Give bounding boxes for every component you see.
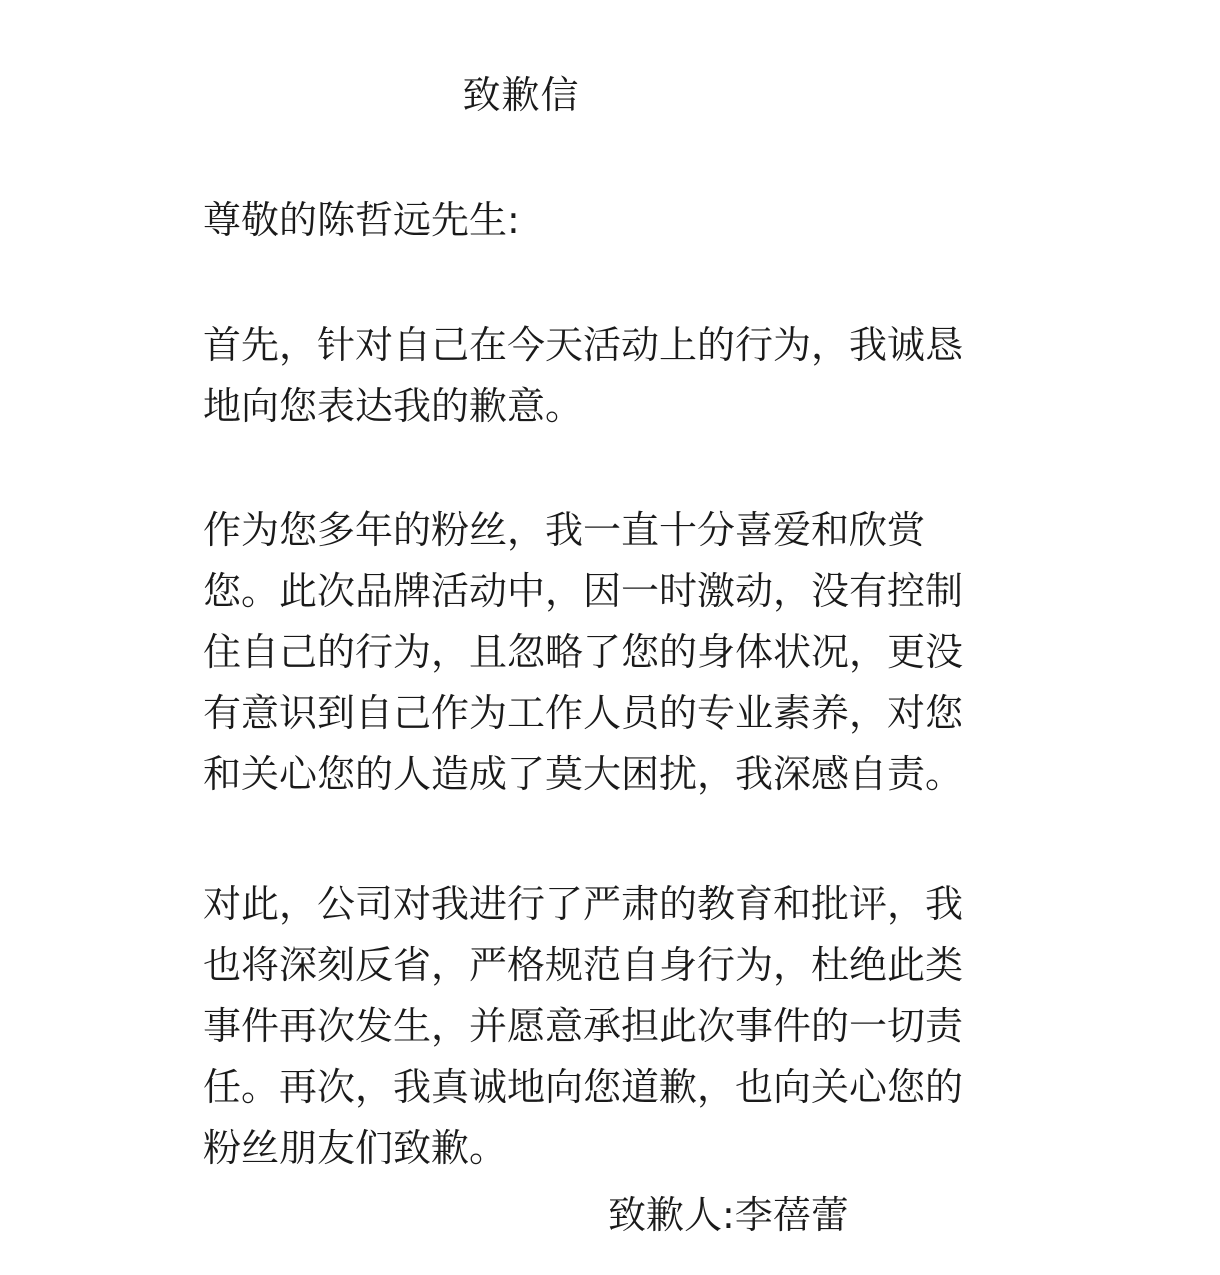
salutation: 尊敬的陈哲远先生: bbox=[203, 198, 520, 242]
paragraph-line: 作为您多年的粉丝，我一直十分喜爱和欣赏 bbox=[203, 508, 926, 552]
paragraph-line: 事件再次发生，并愿意承担此次事件的一切责 bbox=[203, 1004, 964, 1048]
signature: 致歉人:李蓓蕾 bbox=[608, 1193, 849, 1237]
paragraph-line: 和关心您的人造成了莫大困扰，我深感自责。 bbox=[203, 752, 964, 796]
paragraph-apology-intro bbox=[203, 315, 1023, 437]
paragraph-commitment bbox=[203, 874, 1023, 1179]
paragraph-line: 首先，针对自己在今天活动上的行为，我诚恳 bbox=[203, 323, 964, 367]
paragraph-line: 您。此次品牌活动中，因一时激动，没有控制 bbox=[203, 569, 964, 613]
paragraph-line: 也将深刻反省，严格规范自身行为，杜绝此类 bbox=[203, 943, 964, 987]
paragraph-line: 粉丝朋友们致歉。 bbox=[203, 1126, 508, 1170]
paragraph-line: 有意识到自己作为工作人员的专业素养，对您 bbox=[203, 691, 964, 735]
paragraph-line: 任。再次，我真诚地向您道歉，也向关心您的 bbox=[203, 1065, 964, 1109]
paragraph-explanation bbox=[203, 500, 1023, 805]
paragraph-line: 住自己的行为，且忽略了您的身体状况，更没 bbox=[203, 630, 964, 674]
paragraph-line: 对此，公司对我进行了严肃的教育和批评，我 bbox=[203, 882, 964, 926]
paragraph-line: 地向您表达我的歉意。 bbox=[203, 384, 584, 428]
letter-title: 致歉信 bbox=[462, 73, 580, 117]
